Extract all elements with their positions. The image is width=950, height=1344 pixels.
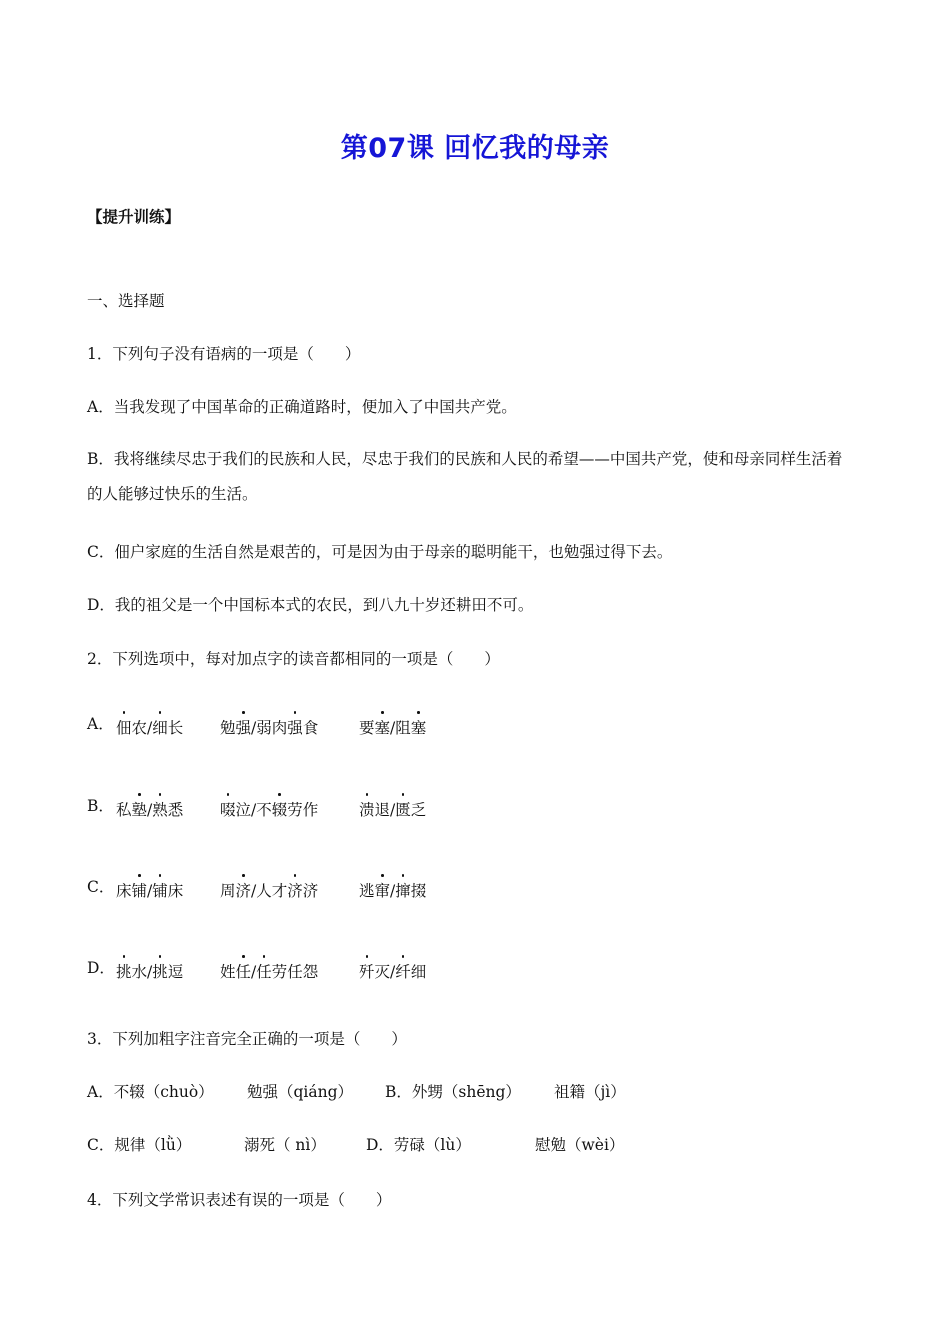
dotted-character: 强	[287, 716, 303, 738]
dotted-character: 挑	[116, 960, 132, 982]
q2-option-label: A．	[87, 715, 114, 733]
plain-text: 水/	[131, 963, 153, 981]
q1-option-c: C．佃户家庭的生活自然是艰苦的，可是因为由于母亲的聪明能干，也勉强过得下去。	[87, 543, 673, 561]
dotted-character: 窜	[375, 879, 391, 901]
q2-word-pair	[116, 716, 183, 738]
plain-text: 乏	[410, 801, 427, 819]
section-tag: 【提升训练】	[87, 208, 181, 226]
q3-option-c-2: 溺死（ nì）	[244, 1136, 326, 1154]
plain-text: 周	[220, 882, 236, 900]
q2-stem: 2．下列选项中，每对加点字的读音都相同的一项是（ ）	[87, 650, 500, 668]
dotted-character: 任	[236, 960, 252, 982]
dotted-character: 塞	[375, 716, 391, 738]
plain-text: 济	[302, 882, 319, 900]
dotted-character: 佃	[116, 716, 132, 738]
q2-word-pair	[116, 798, 183, 820]
lesson-title: 第07课 回忆我的母亲	[340, 133, 610, 164]
q2-word-pair	[359, 879, 426, 901]
q2-word-pair	[220, 716, 318, 738]
dotted-character: 撺	[395, 879, 411, 901]
plain-text: 长	[167, 719, 184, 737]
dotted-character: 纤	[395, 960, 411, 982]
dotted-character: 溃	[359, 798, 375, 820]
q2-word-pair	[220, 960, 318, 982]
plain-text: 逃	[359, 882, 375, 900]
plain-text: /	[390, 882, 396, 900]
plain-text: 逗	[167, 963, 184, 981]
dotted-character: 济	[287, 879, 303, 901]
dotted-character: 匮	[395, 798, 411, 820]
dotted-character: 任	[256, 960, 272, 982]
q3-option-b-1: B．外甥（shēng）	[385, 1083, 521, 1101]
q1-stem: 1．下列句子没有语病的一项是（ ）	[87, 345, 361, 363]
q2-word-pair	[220, 879, 318, 901]
q2-option-label: C．	[87, 878, 115, 896]
plain-text: 姓	[220, 963, 236, 981]
plain-text: 私	[116, 801, 132, 819]
dotted-character: 挑	[152, 960, 168, 982]
plain-text: 食	[302, 719, 319, 737]
plain-text: 劳任怨	[271, 963, 319, 981]
q3-stem: 3．下列加粗字注音完全正确的一项是（ ）	[87, 1030, 407, 1048]
plain-text: /人才	[251, 882, 288, 900]
q2-word-pair	[359, 960, 426, 982]
dotted-character: 塾	[132, 798, 148, 820]
dotted-character: 铺	[152, 879, 168, 901]
q4-stem: 4．下列文学常识表述有误的一项是（ ）	[87, 1191, 392, 1209]
plain-text: 泣/不	[235, 801, 272, 819]
plain-text: 细	[410, 963, 427, 981]
q2-word-pair	[359, 798, 426, 820]
plain-text: 退/	[374, 801, 396, 819]
part-heading: 一、选择题	[87, 292, 165, 310]
q2-option-label: D．	[87, 959, 115, 977]
q2-option-label: B．	[87, 797, 114, 815]
dotted-character: 啜	[220, 798, 236, 820]
plain-text: 掇	[410, 882, 427, 900]
plain-text: 床	[116, 882, 132, 900]
q3-option-c-1: C．规律（lǜ）	[87, 1136, 192, 1154]
q3-option-a-1: A．不辍（chuò）	[87, 1083, 214, 1101]
q2-word-pair	[116, 960, 183, 982]
plain-text: /	[147, 801, 153, 819]
plain-text: 灭/	[374, 963, 396, 981]
plain-text: /	[251, 963, 257, 981]
q2-word-pair	[359, 716, 426, 738]
q3-option-a-2: 勉强（qiáng）	[247, 1083, 354, 1101]
q1-option-a: A．当我发现了中国革命的正确道路时，便加入了中国共产党。	[87, 398, 517, 416]
q1-option-d: D．我的祖父是一个中国标本式的农民，到八九十岁还耕田不可。	[87, 596, 534, 614]
plain-text: 悉	[167, 801, 184, 819]
dotted-character: 济	[236, 879, 252, 901]
plain-text: 农/	[131, 719, 153, 737]
plain-text: 劳作	[287, 801, 319, 819]
dotted-character: 强	[236, 716, 252, 738]
dotted-character: 塞	[411, 716, 427, 738]
plain-text: 勉	[220, 719, 236, 737]
dotted-character: 歼	[359, 960, 375, 982]
q2-word-pair	[116, 879, 183, 901]
plain-text: 要	[359, 719, 375, 737]
q1-option-b: B．我将继续尽忠于我们的民族和人民，尽忠于我们的民族和人民的希望——中国共产党，使和母亲同样生活着的人能够过快乐的生活。	[87, 450, 843, 503]
dotted-character: 熟	[152, 798, 168, 820]
plain-text: /弱肉	[251, 719, 288, 737]
q3-option-b-2: 祖籍（jì）	[554, 1083, 626, 1101]
dotted-character: 铺	[132, 879, 148, 901]
q3-option-d-2: 慰勉（wèi）	[535, 1136, 625, 1154]
dotted-character: 细	[152, 716, 168, 738]
plain-text: 床	[167, 882, 184, 900]
q3-option-d-1: D．劳碌（lù）	[366, 1136, 471, 1154]
plain-text: /阻	[390, 719, 411, 737]
plain-text: /	[147, 882, 153, 900]
q2-word-pair	[220, 798, 318, 820]
dotted-character: 辍	[272, 798, 288, 820]
